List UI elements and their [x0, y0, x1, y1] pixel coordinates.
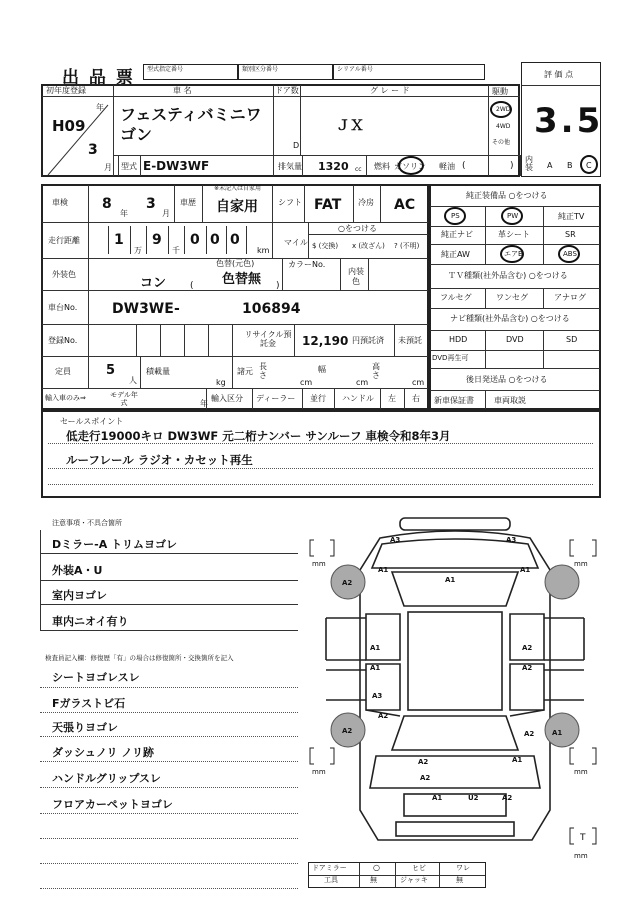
tire-t-label: T: [580, 833, 586, 843]
chassis-prefix: DW3WE: [112, 301, 174, 317]
recycle-not: 未預託: [398, 336, 422, 345]
year-unit: 年: [96, 103, 104, 112]
equip-abs: ABS: [563, 250, 577, 258]
capacity-value: 5: [106, 363, 116, 378]
orig-color-label: 色替(元色): [216, 259, 255, 268]
tv-fullseg: フルセグ: [440, 293, 472, 302]
mark-5: A1: [445, 576, 456, 584]
exterior-color-value: コン: [140, 276, 167, 291]
model-year-label: モデル年式: [110, 391, 138, 407]
fuel-circle: [398, 156, 424, 175]
recycle-label: リサイクル預託金: [244, 330, 292, 348]
interior-b: B: [567, 161, 573, 170]
grade-label: グ レ ー ド: [370, 86, 410, 95]
meter-exchange: $ (交換): [312, 242, 339, 250]
man-unit: 万: [134, 246, 142, 255]
reg-no-label: 登録No.: [48, 336, 78, 345]
tv-title: ＴＶ種類(社外品含む) ○をつける: [448, 271, 568, 280]
mark-2: A3: [506, 536, 517, 544]
right-front-door: [510, 614, 544, 660]
door-mirror-mark: ○: [373, 863, 380, 872]
mm-rr: mm: [574, 768, 588, 776]
mm-t: mm: [574, 852, 588, 860]
mark-12: A2: [378, 712, 389, 720]
inspector-item-4: ダッシュノリ ノリ跡: [52, 746, 154, 759]
rating-label: 評 価 点: [544, 70, 574, 79]
serial-label: シリアル番号: [337, 66, 373, 73]
ac-value: AC: [394, 197, 416, 213]
drive-2wd: 2WD: [496, 106, 511, 113]
later-manual: 車両取説: [494, 396, 526, 405]
mark-6: A1: [520, 566, 531, 574]
mark-18: A2: [420, 774, 431, 782]
interior-c-circle: [580, 155, 598, 174]
equip-pw: PW: [507, 212, 519, 220]
rear-panel: [396, 822, 514, 836]
equip-tv: 純正TV: [558, 212, 585, 221]
navi-sd: SD: [566, 335, 578, 344]
tools-label: 工具: [324, 876, 338, 884]
serial-box: [333, 64, 485, 80]
class-no-label: 類別区分番号: [242, 66, 279, 73]
equip-pw-circle: [501, 207, 523, 225]
bracket-rl-close: [330, 748, 334, 764]
mark-1: A3: [390, 536, 401, 544]
tire-front-right: [545, 565, 579, 599]
mark-7: A1: [370, 644, 381, 652]
chassis-label: 車台No.: [48, 303, 78, 312]
tv-analog: アナログ: [554, 293, 586, 302]
history-value: 自家用: [216, 199, 258, 215]
mileage-digit-5: 0: [230, 232, 240, 248]
width-label: 幅: [318, 365, 326, 374]
capacity-unit: 人: [129, 376, 137, 385]
mileage-digit-4: 0: [210, 232, 220, 248]
shift-label: シフト: [278, 198, 302, 207]
length-unit: cm: [300, 378, 313, 387]
import-label: 輸入車のみ⇒: [45, 394, 86, 402]
history-label: 車歴: [180, 198, 196, 207]
car-damage-diagram: [300, 510, 610, 860]
handle-right: 右: [412, 394, 420, 403]
km-unit: km: [257, 246, 270, 255]
model-value: E-DW3WF: [143, 159, 210, 173]
later-title: 後日発送品 ○をつける: [466, 375, 548, 384]
recycle-value: 12,190: [302, 334, 349, 348]
mark-19: A1: [432, 794, 443, 802]
mark-13: A2: [342, 727, 353, 735]
equip-sr: SR: [565, 230, 576, 239]
mile-label: マイル: [284, 238, 308, 247]
class-no-box: [238, 64, 333, 80]
tools-value: 無: [370, 876, 377, 884]
import-class-label: 輸入区分: [211, 394, 243, 403]
car-name-label: 車 名: [173, 86, 192, 95]
model-year-unit: 年: [200, 399, 208, 408]
month-value: 3: [88, 142, 98, 158]
fuel-label: 燃料: [374, 162, 390, 171]
orig-paren-open: (: [190, 281, 194, 291]
equip-leather: 革シート: [498, 230, 530, 239]
equip-abs-circle: [558, 245, 580, 263]
inspector-label: 検査員記入欄：修復歴「有」の場合は修復箇所・交換箇所を記入: [45, 654, 234, 662]
inspector-item-1: シートヨゴレスレ: [52, 671, 140, 684]
jack-value: 無: [456, 876, 463, 884]
interior-color-label: 内装色: [348, 267, 364, 286]
mm-fl: mm: [312, 560, 326, 568]
mark-3: A1: [378, 566, 389, 574]
doors-unit: D: [293, 141, 300, 150]
model-label: 型式: [121, 162, 137, 171]
inspector-item-2: Fガラストビ石: [52, 697, 126, 710]
rear-bumper: [404, 794, 506, 816]
orig-paren-close: ): [276, 281, 280, 291]
color-no-label: カラーNo.: [288, 260, 326, 269]
equip-ps: PS: [451, 212, 460, 220]
later-warranty: 新車保証書: [434, 396, 474, 405]
mark-21: A2: [502, 794, 513, 802]
import-dealer: ディーラー: [256, 394, 296, 403]
inspector-item-5: ハンドルグリップスレ: [52, 772, 161, 785]
mark-10: A2: [522, 664, 533, 672]
chassis-number: 106894: [242, 301, 301, 317]
month-unit: 月: [104, 163, 112, 172]
interior-c: C: [586, 161, 592, 170]
drive-2wd-circle: [490, 101, 512, 118]
meter-tampered: x (改ざん): [352, 242, 385, 250]
paren-open: (: [462, 161, 466, 171]
cert-no-label: 型式指定番号: [147, 66, 184, 73]
caution-item-4: 車内ニオイ有り: [52, 615, 129, 628]
mileage-label: 走行距離: [48, 236, 80, 245]
navi-dvd: DVD: [506, 335, 524, 344]
meter-unknown: ? (不明): [394, 242, 420, 250]
inspector-item-3: 天張りヨゴレ: [52, 721, 118, 734]
equip-airbag: エアB: [504, 250, 523, 258]
mark-16: A1: [512, 756, 523, 764]
equip-ps-circle: [444, 207, 466, 225]
bracket-rr-close: [592, 748, 596, 764]
rear-window: [392, 716, 518, 750]
door-mirror-label: ドアミラー: [312, 864, 347, 872]
jack-label: ジャッキ: [400, 876, 428, 884]
bracket-rl-open: [310, 748, 314, 764]
sen-unit: 千: [172, 246, 180, 255]
inspection-label: 車検: [52, 198, 68, 207]
recycle-deposited: 円預託済: [352, 336, 384, 345]
shift-value: FAT: [314, 197, 342, 213]
paren-close: ): [510, 161, 514, 171]
height-label: 高さ: [372, 362, 380, 380]
drive-other: その他: [492, 139, 511, 146]
displacement-unit: cc: [355, 166, 362, 173]
mark-note: ○をつける: [338, 224, 377, 233]
displacement-value: 1320: [318, 160, 349, 173]
equipment-title: 純正装備品 ○をつける: [466, 191, 548, 200]
dvd-play-label: DVD再生可: [432, 354, 469, 362]
ac-label: 冷房: [358, 198, 374, 207]
car-name-value: フェスティバミニワゴン: [120, 105, 262, 144]
caution-item-1: Dミラー-A トリムヨゴレ: [52, 538, 178, 551]
handle-label: ハンドル: [342, 394, 374, 403]
left-front-door: [366, 614, 400, 660]
interior-label: 内装: [525, 155, 533, 172]
height-unit: cm: [412, 378, 425, 387]
bracket-t-open: [570, 828, 574, 844]
mark-4: A2: [342, 579, 353, 587]
caution-label: 注意事項・不具合箇所: [52, 519, 122, 527]
bracket-rr-open: [570, 748, 574, 764]
vehicle-details-block: [41, 184, 429, 410]
caution-item-3: 室内ヨゴレ: [52, 589, 107, 602]
equip-airbag-circle: [500, 245, 524, 263]
mark-17: A1: [552, 729, 563, 737]
mark-14: A2: [524, 730, 535, 738]
equip-aw: 純正AW: [441, 250, 470, 259]
tv-oneseg: ワンセグ: [496, 293, 528, 302]
drive-label: 駆動: [492, 87, 508, 96]
crack-label: ヒビ: [412, 864, 426, 872]
chassis-dash: -: [174, 301, 180, 317]
handle-left: 左: [388, 394, 396, 403]
mileage-digit-1: 1: [114, 232, 124, 248]
inspector-item-6: フロアカーペットヨゴレ: [52, 798, 173, 811]
first-reg-label: 初年度登録: [46, 86, 86, 95]
rating-value: 3.5: [534, 101, 604, 141]
equip-navi: 純正ナビ: [441, 230, 473, 239]
import-parallel: 並行: [310, 394, 326, 403]
inspection-year: 8: [102, 196, 112, 212]
exterior-color-label: 外装色: [52, 270, 76, 279]
load-unit: kg: [216, 378, 226, 387]
bracket-fl-close: [330, 540, 334, 556]
mark-9: A1: [370, 664, 381, 672]
sales-points-line2: ルーフレール ラジオ・カセット再生: [66, 453, 253, 467]
year-value: H09: [52, 117, 86, 135]
bracket-fl-open: [310, 540, 314, 556]
inspection-month-unit: 月: [162, 209, 170, 218]
capacity-label: 定員: [55, 367, 71, 376]
mm-fr: mm: [574, 560, 588, 568]
bracket-fr-open: [570, 540, 574, 556]
length-label: 長さ: [259, 362, 267, 380]
sales-points-line1: 低走行19000キロ DW3WF 元二桁ナンバー サンルーフ 車検令和8年3月: [66, 429, 451, 443]
grade-value: ＪＸ: [336, 118, 364, 134]
sales-points-label: セールスポイント: [60, 417, 124, 426]
inspection-month: 3: [146, 196, 156, 212]
mm-rl: mm: [312, 768, 326, 776]
form-title: 出 品 票: [62, 68, 135, 88]
navi-title: ナビ種類(社外品含む) ○をつける: [450, 314, 570, 323]
mileage-digit-3: 0: [190, 232, 200, 248]
load-label: 積載量: [146, 367, 170, 376]
mark-8: A2: [522, 644, 533, 652]
light-oil-label: 軽油: [439, 162, 455, 171]
history-note: ※未記入は自家用: [214, 185, 262, 192]
bracket-fr-close: [592, 540, 596, 556]
inspection-year-unit: 年: [120, 209, 128, 218]
mark-20: U2: [468, 794, 479, 802]
break-label: ワレ: [456, 864, 470, 872]
orig-color-value: 色替無: [222, 272, 262, 287]
drive-4wd: 4WD: [496, 123, 511, 130]
width-unit: cm: [356, 378, 369, 387]
caution-item-2: 外装A・U: [52, 564, 103, 577]
roof: [408, 612, 502, 710]
displacement-label: 排気量: [278, 162, 302, 171]
cert-no-box: [143, 64, 238, 80]
dims-label: 諸元: [237, 367, 253, 376]
mark-15: A2: [418, 758, 429, 766]
fuel-value: ガソリン: [394, 162, 426, 171]
navi-hdd: HDD: [449, 335, 468, 344]
doors-label: ドア数: [275, 86, 299, 95]
mark-11: A3: [372, 692, 383, 700]
bracket-t-close: [592, 828, 596, 844]
mileage-digit-2: 9: [152, 232, 162, 248]
front-bumper: [400, 518, 510, 530]
interior-a: A: [547, 161, 553, 170]
